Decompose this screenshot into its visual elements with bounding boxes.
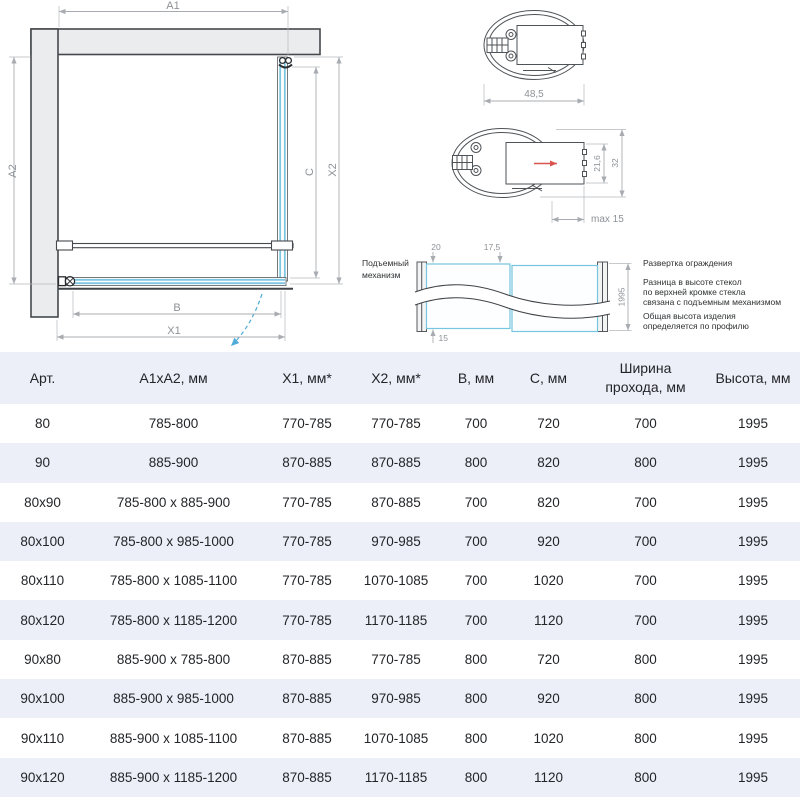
table-row: [0, 483, 800, 522]
table-row: [0, 522, 800, 561]
table-cell: 785-800: [148, 416, 199, 432]
table-cell: 1020: [533, 730, 564, 746]
spec-table: [0, 352, 800, 797]
table-cell: 885-900 x 985-1000: [113, 691, 234, 707]
table-row: [0, 404, 800, 443]
table-cell: 870-885: [371, 494, 421, 510]
table-cell: 785-800 x 1085-1100: [109, 573, 238, 589]
table-cell: 1995: [737, 651, 769, 667]
table-cell: 885-900 x 1085-1100: [109, 730, 238, 746]
table-cell: 870-885: [282, 691, 332, 707]
dim-top-gap: [431, 242, 441, 263]
dim-top-diff: [484, 242, 501, 263]
table-cell: 700: [634, 534, 657, 550]
col-header-x2: Х2, мм*: [371, 369, 421, 386]
table-cell: 800: [634, 691, 657, 707]
table-cell: 970-985: [371, 534, 421, 550]
table-cell: 870-885: [282, 455, 332, 471]
door-swing-arc: [231, 294, 262, 346]
table-cell: 770-785: [282, 612, 332, 628]
table-cell: 80x110: [20, 573, 65, 589]
technical-drawing: [0, 0, 800, 352]
dim-max-offset: [552, 186, 624, 225]
dim-total-height-label: 1995: [616, 287, 627, 307]
table-cell: 770-785: [282, 494, 332, 510]
table-cell: 1995: [737, 612, 769, 628]
dim-x1-label: X1: [167, 325, 181, 337]
table-cell: 90x120: [20, 769, 65, 785]
table-cell: 785-800 x 885-900: [116, 494, 231, 510]
table-header-row: [0, 352, 800, 404]
table-cell: 820: [537, 494, 560, 510]
table-cell: 1120: [533, 769, 564, 785]
table-cell: 80x90: [24, 494, 61, 510]
table-cell: 90x80: [24, 651, 61, 667]
dim-inner-height-label: 21,6: [592, 155, 602, 172]
table-cell: 800: [634, 730, 657, 746]
lift-mechanism-label-line1: Подъемный: [362, 258, 409, 268]
dim-inner-height: [586, 144, 608, 183]
dim-bottom-gap-label: 15: [438, 333, 448, 343]
col-header-height: Высота, мм: [715, 369, 791, 386]
note-line-4: связана с подъемным механизмом: [643, 297, 782, 307]
note-line-3: по верхней кромке стекла: [643, 287, 746, 297]
dim-c: [290, 67, 320, 278]
table-cell: 720: [537, 651, 560, 667]
table-cell: 800: [464, 691, 488, 707]
table-cell: 800: [634, 455, 657, 471]
table-cell: 700: [464, 494, 488, 510]
table-cell: 80x120: [20, 612, 65, 628]
elevation-view: [362, 242, 781, 343]
note-line-6: определяется по профилю: [643, 321, 749, 331]
table-cell: 970-985: [371, 691, 421, 707]
table-cell: 885-900: [148, 455, 199, 471]
table-cell: 785-800 x 1185-1200: [109, 612, 238, 628]
table-cell: 90: [34, 455, 51, 471]
profile-section-extended: [452, 129, 626, 226]
col-header-b: В, мм: [457, 369, 495, 386]
dim-top-diff-label: 17,5: [483, 242, 501, 252]
table-cell: 785-800 x 985-1000: [113, 534, 234, 550]
table-cell: 1170-1185: [364, 612, 428, 628]
note-line-2: Разница в высоте стекол: [643, 277, 742, 287]
table-row: [0, 718, 800, 757]
table-cell: 885-900 x 1185-1200: [109, 769, 238, 785]
col-header-a1a2: А1хА2, мм: [139, 369, 208, 386]
dim-total-height: [609, 264, 632, 331]
table-cell: 1995: [737, 494, 769, 510]
col-header-art: Арт.: [29, 369, 56, 386]
table-cell: 870-885: [282, 730, 332, 746]
table-cell: 770-785: [282, 573, 332, 589]
table-cell: 700: [464, 416, 488, 432]
table-cell: 820: [537, 455, 560, 471]
elevation-glass-right: [512, 266, 598, 332]
spec-table-body: [0, 404, 800, 797]
table-cell: 1995: [737, 573, 769, 589]
dim-x2-label: X2: [327, 163, 339, 177]
table-cell: 700: [464, 534, 488, 550]
table-cell: 870-885: [282, 651, 332, 667]
table-cell: 700: [634, 612, 657, 628]
table-cell: 90x110: [20, 730, 65, 746]
note-line-1: Развертка ограждения: [643, 258, 733, 268]
profile-section-closed: [484, 11, 586, 106]
dim-profile-width: [484, 84, 584, 106]
table-row: [0, 679, 800, 718]
col-header-pass-width: Ширина прохода, мм: [605, 360, 686, 395]
dim-a1-label: A1: [166, 0, 180, 12]
table-cell: 800: [464, 651, 488, 667]
table-cell: 1995: [737, 691, 769, 707]
table-cell: 1070-1085: [363, 573, 429, 589]
dim-a2-label: A2: [7, 164, 19, 178]
dim-profile-width-label: 48,5: [524, 89, 544, 100]
plan-left-wall: [31, 29, 58, 317]
col-header-c: С, мм: [529, 369, 568, 386]
table-cell: 770-785: [371, 416, 421, 432]
dim-b-label: B: [173, 302, 181, 314]
dim-max-offset-label: max 15: [591, 214, 624, 225]
table-cell: 800: [634, 651, 657, 667]
table-cell: 700: [634, 416, 657, 432]
table-cell: 700: [634, 494, 657, 510]
table-row: [0, 600, 800, 639]
dim-x2: [290, 57, 343, 284]
table-cell: 800: [464, 769, 488, 785]
table-cell: 1170-1185: [364, 769, 428, 785]
table-cell: 920: [537, 534, 560, 550]
table-cell: 1120: [533, 612, 564, 628]
table-cell: 700: [464, 573, 488, 589]
table-row: [0, 443, 800, 482]
plan-top-wall: [31, 29, 320, 55]
table-cell: 80: [34, 416, 51, 432]
dim-top-gap-label: 20: [431, 242, 441, 252]
dim-x1: [57, 291, 285, 341]
table-cell: 770-785: [282, 416, 332, 432]
col-header-x1: Х1, мм*: [282, 369, 332, 386]
note-line-5: Общая высота изделия: [643, 311, 736, 321]
table-cell: 870-885: [282, 769, 332, 785]
plan-support-bar: [57, 241, 294, 250]
table-cell: 920: [537, 691, 560, 707]
table-cell: 720: [537, 416, 560, 432]
table-cell: 80x100: [20, 534, 65, 550]
table-cell: 1020: [533, 573, 564, 589]
table-cell: 800: [464, 730, 488, 746]
table-cell: 700: [634, 573, 657, 589]
table-cell: 870-885: [371, 455, 421, 471]
table-cell: 770-785: [371, 651, 421, 667]
table-cell: 1995: [737, 534, 769, 550]
table-cell: 1070-1085: [363, 730, 429, 746]
elevation-notes: [643, 258, 781, 331]
table-cell: 1995: [737, 455, 769, 471]
table-row: [0, 640, 800, 679]
lift-mechanism-label-line2: механизм: [362, 270, 401, 280]
table-cell: 90x100: [20, 691, 65, 707]
table-cell: 1995: [737, 769, 769, 785]
table-cell: 700: [464, 612, 488, 628]
dim-bottom-gap: [433, 330, 448, 344]
table-cell: 885-900 x 785-800: [116, 651, 231, 667]
dim-b: [73, 291, 281, 318]
dim-outer-height-label: 32: [610, 158, 620, 168]
table-cell: 1995: [737, 730, 769, 746]
table-cell: 800: [634, 769, 657, 785]
plan-view: [7, 0, 343, 346]
table-cell: 770-785: [282, 534, 332, 550]
dim-c-label: C: [304, 168, 316, 176]
plan-bottom-pivot-icon: [59, 277, 75, 286]
table-row: [0, 561, 800, 600]
table-cell: 800: [464, 455, 488, 471]
table-row: [0, 758, 800, 797]
table-cell: 1995: [737, 416, 769, 432]
plan-door-glass: [61, 278, 286, 286]
